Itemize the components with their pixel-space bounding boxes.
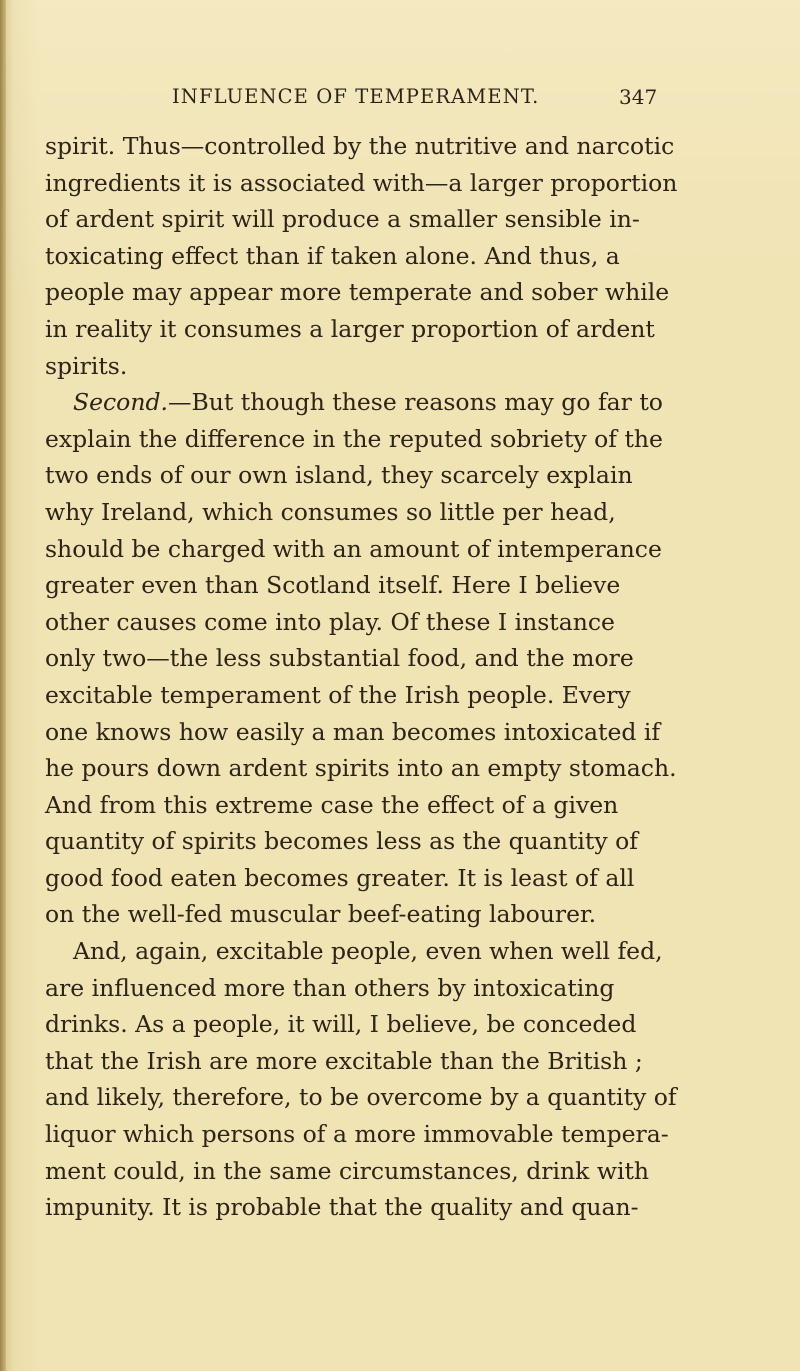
paragraph-start-line: And, again, excitable people, even when well fed, xyxy=(73,937,663,966)
text-line: spirit. Thus—controlled by the nutritive and narcotic xyxy=(45,132,675,160)
text-line: other causes come into play. Of these I instance xyxy=(45,607,615,636)
section-label-rest: —But though these reasons may go far to xyxy=(167,388,663,417)
text-line: liquor which persons of a more immovable tempera- xyxy=(45,1120,669,1149)
text-line: spirits. xyxy=(45,351,128,380)
text-line: ingredients it is associated with—a larger proportion xyxy=(45,168,678,197)
text-line: impunity. It is probable that the quality and quan- xyxy=(45,1193,639,1222)
text-line: in reality it consumes a larger proportion of ardent xyxy=(45,314,655,343)
text-line: should be charged with an amount of intemperance xyxy=(45,534,662,563)
body-text xyxy=(45,128,678,1226)
text-line: toxicating effect than if taken alone. And thus, a xyxy=(45,241,620,270)
text-line: of ardent spirit will produce a smaller sensible in- xyxy=(45,205,640,234)
text-line: explain the difference in the reputed sobriety of the xyxy=(45,424,663,453)
paragraph-start-line xyxy=(45,384,663,421)
text-line: greater even than Scotland itself. Here I believe xyxy=(45,571,621,600)
text-line: good food eaten becomes greater. It is least of all xyxy=(45,863,635,892)
text-line: he pours down ardent spirits into an empty stomach. xyxy=(45,754,677,783)
text-line: people may appear more temperate and sober while xyxy=(45,278,670,307)
text-line: and likely, therefore, to be overcome by a quantity of xyxy=(45,1083,677,1112)
text-line: drinks. As a people, it will, I believe, be conceded xyxy=(45,1010,637,1039)
text-line: that the Irish are more excitable than the British ; xyxy=(45,1046,643,1075)
text-line: only two—the less substantial food, and the more xyxy=(45,644,634,673)
running-head xyxy=(0,85,800,119)
text-line: why Ireland, which consumes so little per head, xyxy=(45,497,616,526)
text-line: two ends of our own island, they scarcely explain xyxy=(45,461,633,490)
text-line: on the well-fed muscular beef-eating labourer. xyxy=(45,900,597,929)
text-line: ment could, in the same circumstances, drink with xyxy=(45,1156,650,1185)
running-head-title: INFLUENCE OF TEMPERAMENT. xyxy=(172,85,540,108)
text-line: are influenced more than others by intoxicating xyxy=(45,973,615,1002)
text-line: quantity of spirits becomes less as the quantity of xyxy=(45,827,638,856)
page-number: 347 xyxy=(619,85,658,109)
section-label: Second. xyxy=(73,388,168,417)
text-line: excitable temperament of the Irish people. Every xyxy=(45,680,631,709)
text-line: one knows how easily a man becomes intoxicated if xyxy=(45,717,661,746)
text-line: And from this extreme case the effect of a given xyxy=(45,790,619,819)
page-gutter-shadow xyxy=(0,0,6,1371)
